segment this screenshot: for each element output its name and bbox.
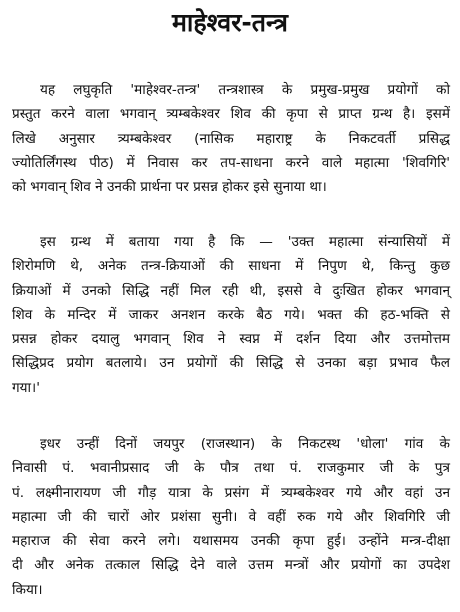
text-line: गया।' (12, 379, 40, 396)
text-line: ज्योतिर्लिंगस्थ पीठ) में निवास कर तप-साधना करने वाले महात्मा 'शिवगिरि' (12, 154, 450, 171)
paragraph-2 (12, 230, 450, 400)
text-line: सिद्धिप्रद प्रयोग बतलाये। उन प्रयोगों की सिद्धि से उनका बड़ा प्रभाव फैल (12, 355, 451, 372)
text-line: प्रसन्न होकर दयालु भगवान् शिव ने स्वप्न में दर्शन दिया और उत्तमोत्तम (12, 331, 450, 348)
text-line: इस ग्रन्थ में बताया गया है कि — 'उक्त महात्मा संन्यासियों में (40, 234, 450, 250)
text-line: प्रस्तुत करने वाला भगवान् त्र्यम्बकेश्वर शिव की कृपा से प्राप्त ग्रन्थ है। इसमें (12, 106, 450, 123)
text-line: महात्मा जी की चारों ओर प्रशंसा सुनी। वे वहीं रुक गये और शिवगिरि जी (12, 508, 450, 525)
text-line: लिखे अनुसार त्र्यम्बकेश्वर (नासिक महाराष्ट्र के निकटवर्ती प्रसिद्ध (12, 130, 450, 147)
text-line: इधर उन्हीं दिनों जयपुर (राजस्थान) के निकटस्थ 'धोला' गांव के (40, 436, 450, 452)
text-line: पं. लक्ष्मीनारायण जी गौड़ यात्रा के प्रसंग में त्र्यम्बकेश्वर गये और वहां उन (12, 484, 450, 501)
paragraph-3 (12, 432, 450, 602)
text-line: शिव के मन्दिर में जाकर अनशन करके बैठ गये। भक्त की हठ-भक्ति से (12, 306, 450, 323)
text-line: महाराज की सेवा करने लगे। यथासमय उनकी कृपा हुई। उन्होंने मन्त्र-दीक्षा (12, 533, 450, 550)
text-line: निवासी पं. भवानीप्रसाद जी के पौत्र तथा पं. राजकुमार जी के पुत्र (12, 460, 450, 477)
page-title: माहेश्वर-तन्त्र (171, 8, 288, 37)
text-line: दी और अनेक तत्काल सिद्धि देने वाले उत्तम मन्त्रों और प्रयोगों का उपदेश (12, 557, 450, 574)
text-line: किया। (12, 581, 43, 598)
paragraph-1 (12, 78, 450, 199)
text-line: क्रियाओं में उनको सिद्धि नहीं मिल रही थी, इससे वे दुःखित होकर भगवान् (12, 282, 450, 299)
text-line: शिरोमणि थे, अनेक तन्त्र-क्रियाओं की साधना में निपुण थे, किन्तु कुछ (12, 258, 450, 275)
text-line: यह लघुकृति 'माहेश्वर-तन्त्र' तन्त्रशास्त्र के प्रमुख-प्रमुख प्रयोगों को (40, 82, 450, 98)
text-line: को भगवान् शिव ने उनकी प्रार्थना पर प्रसन्न होकर इसे सुनाया था। (12, 179, 327, 196)
